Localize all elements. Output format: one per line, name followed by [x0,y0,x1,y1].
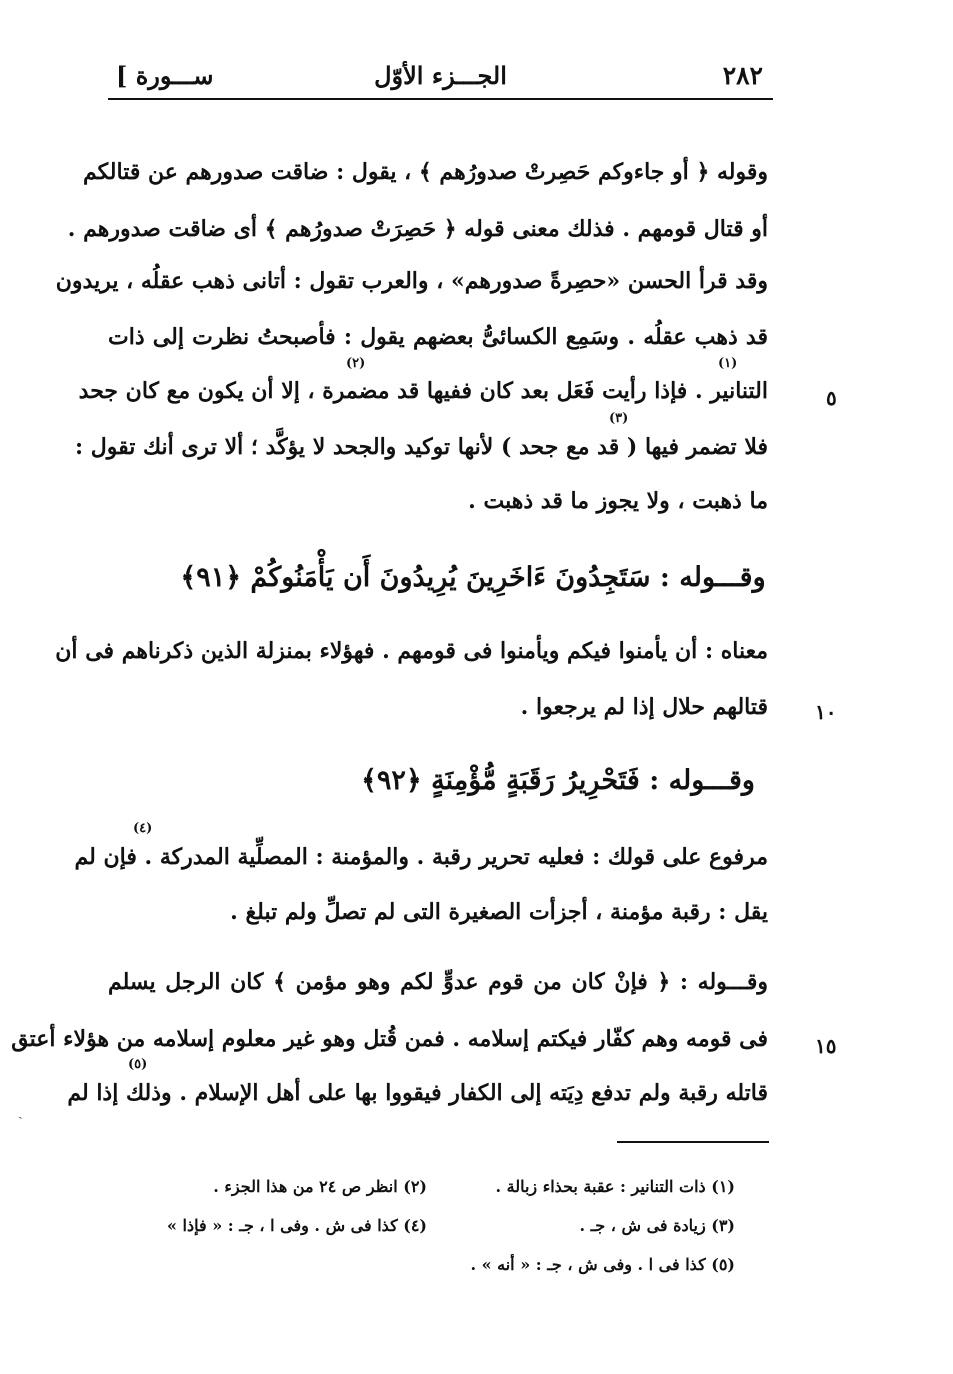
text-line: ما ذهبت ، ولا يجوز ما قد ذهبت . [468,488,768,514]
margin-mark: ˎ [18,1104,23,1120]
text-line: وقـــوله : ﴿ فإنْ كان من قوم عدوٍّ لكم وهو مؤمن ﴾ كان الرجل يسلم [108,969,769,995]
footnote-ref: (٥) [128,1057,148,1072]
footnote-ref: (٣) [609,411,629,426]
text-line: وقد قرأ الحسن «حصِرةً صدورهم» ، والعرب تقول : أتانى ذهب عقلُه ، يريدون [55,268,768,294]
page-header [108,55,773,101]
footnote: (٢) انظر ص ٢٤ من هذا الجزء . [213,1177,427,1196]
text-line: قتالهم حلال إذا لم يرجعوا . [520,694,768,720]
sura-heading: [ ســـورة [116,61,214,90]
verse-line: وقـــوله : سَتَجِدُونَ ءَاخَرِينَ يُرِيدُونَ أَن يَأْمَنُوكُمْ ﴿٩١﴾ [180,562,766,593]
verse-line: وقـــوله : فَتَحْرِيرُ رَقَبَةٍ مُّؤْمِنَةٍ ﴿٩٢﴾ [361,765,755,796]
text-line: التنانير . فإذا رأيت فَعَل بعد كان ففيها قد مضمرة ، إلا أن يكون مع كان جحد [78,378,768,404]
text-line: مرفوع على قولك : فعليه تحرير رقبة . والمؤمنة : المصلِّية المدركة . فإن لم [74,844,768,870]
header-rule [108,98,773,100]
page-number: ٢٨٢ [722,61,763,90]
text-line: فى قومه وهم كفّار فيكتم إسلامه . فمن قُتل وهو غير معلوم إسلامه من هؤلاء أعتق [11,1026,768,1052]
line-number: ١٥ [815,1034,837,1058]
footnote: (٥) كذا فى ا . وفى ش ، جـ : « أنه » . [470,1255,735,1274]
footnote: (٣) زيادة فى ش ، جـ . [579,1216,735,1235]
running-title: الجـــزء الأوّل [374,61,507,90]
line-number: ٥ [826,386,837,410]
text-line: معناه : أن يأمنوا فيكم ويأمنوا فى قومهم . فهؤلاء بمنزلة الذين ذكرناهم فى أن [55,638,768,664]
text-line: أو قتال قومهم . فذلك معنى قوله ﴿ حَصِرَتْ صدورُهم ﴾ أى ضاقت صدورهم . [67,216,768,242]
text-line: وقوله ﴿ أو جاءوكم حَصِرتْ صدورُهم ﴾ ، يقول : ضاقت صدورهم عن قتالكم [83,159,768,185]
text-line: قد ذهب عقلُه . وسَمِع الكسائىُّ بعضهم يقول : فأصبحتُ نظرت إلى ذات [108,324,768,350]
text-line: فلا تضمر فيها ( قد مع جحد ) لأنها توكيد والجحد لا يؤكَّد ؛ ألا ترى أنك تقول : [74,434,768,460]
text-line: يقل : رقبة مؤمنة ، أجزأت الصغيرة التى لم تصلِّ ولم تبلغ . [230,899,768,925]
line-number: ١٠ [815,700,837,724]
footnote-ref: (١) [718,356,738,371]
footnote: (١) ذات التنانير : عقبة بحذاء زبالة . [495,1177,735,1196]
footnote-rule [617,1141,769,1143]
text-line: قاتله رقبة ولم تدفع دِيَته إلى الكفار فيقووا بها على أهل الإسلام . وذلك إذا لم [67,1080,768,1106]
footnote-ref: (٢) [346,356,366,371]
footnote-ref: (٤) [133,821,153,836]
footnote: (٤) كذا فى ش . وفى ا ، جـ : « فإذا » [166,1216,427,1235]
